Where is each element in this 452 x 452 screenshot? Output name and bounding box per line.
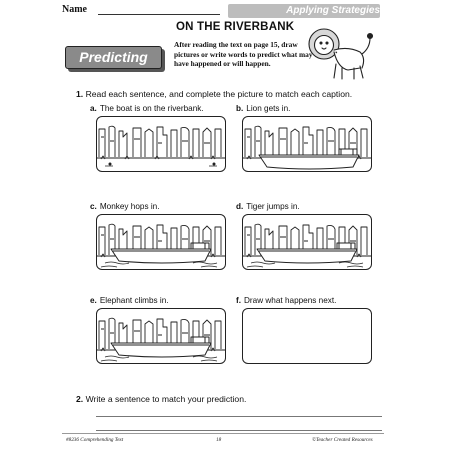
boat-icon bbox=[97, 215, 225, 269]
lion-icon bbox=[304, 24, 376, 82]
trees-icon bbox=[97, 117, 225, 171]
caption-b: b. Lion gets in. bbox=[236, 104, 291, 113]
caption-c: c. Monkey hops in. bbox=[90, 202, 160, 211]
instructions-text: After reading the text on page 15, draw pictures or write words to predict what may have happened or will happen. bbox=[174, 40, 313, 69]
caption-d: d. Tiger jumps in. bbox=[236, 202, 300, 211]
picture-panel-b bbox=[242, 116, 372, 172]
name-label: Name bbox=[62, 4, 87, 15]
question-2: 2. Write a sentence to match your prediction. bbox=[76, 394, 247, 404]
boat-icon bbox=[97, 309, 225, 363]
section-title: Applying Strategies bbox=[286, 5, 380, 16]
boat-icon bbox=[243, 215, 371, 269]
name-line[interactable] bbox=[98, 14, 220, 15]
caption-e: e. Elephant climbs in. bbox=[90, 296, 169, 305]
picture-panel-c bbox=[96, 214, 226, 270]
writing-line-1[interactable] bbox=[96, 416, 382, 417]
writing-line-2[interactable] bbox=[96, 430, 382, 431]
predicting-badge bbox=[65, 46, 165, 72]
footer-rule bbox=[62, 433, 384, 434]
lesson-title: ON THE RIVERBANK bbox=[176, 21, 295, 33]
picture-panel-d bbox=[242, 214, 372, 270]
badge-label: Predicting bbox=[65, 46, 162, 69]
drawing-panel-f[interactable] bbox=[242, 308, 372, 364]
page-number: 18 bbox=[216, 437, 222, 443]
caption-f: f. Draw what happens next. bbox=[236, 296, 337, 305]
question-1: 1. Read each sentence, and complete the picture to match each caption. bbox=[76, 89, 353, 99]
footer-right: ©Teacher Created Resources bbox=[312, 437, 373, 443]
boat-icon bbox=[243, 117, 371, 171]
caption-a: a. The boat is on the riverbank. bbox=[90, 104, 204, 113]
picture-panel-a bbox=[96, 116, 226, 172]
footer-left: #8236 Comprehending Text bbox=[66, 437, 124, 443]
picture-panel-e bbox=[96, 308, 226, 364]
